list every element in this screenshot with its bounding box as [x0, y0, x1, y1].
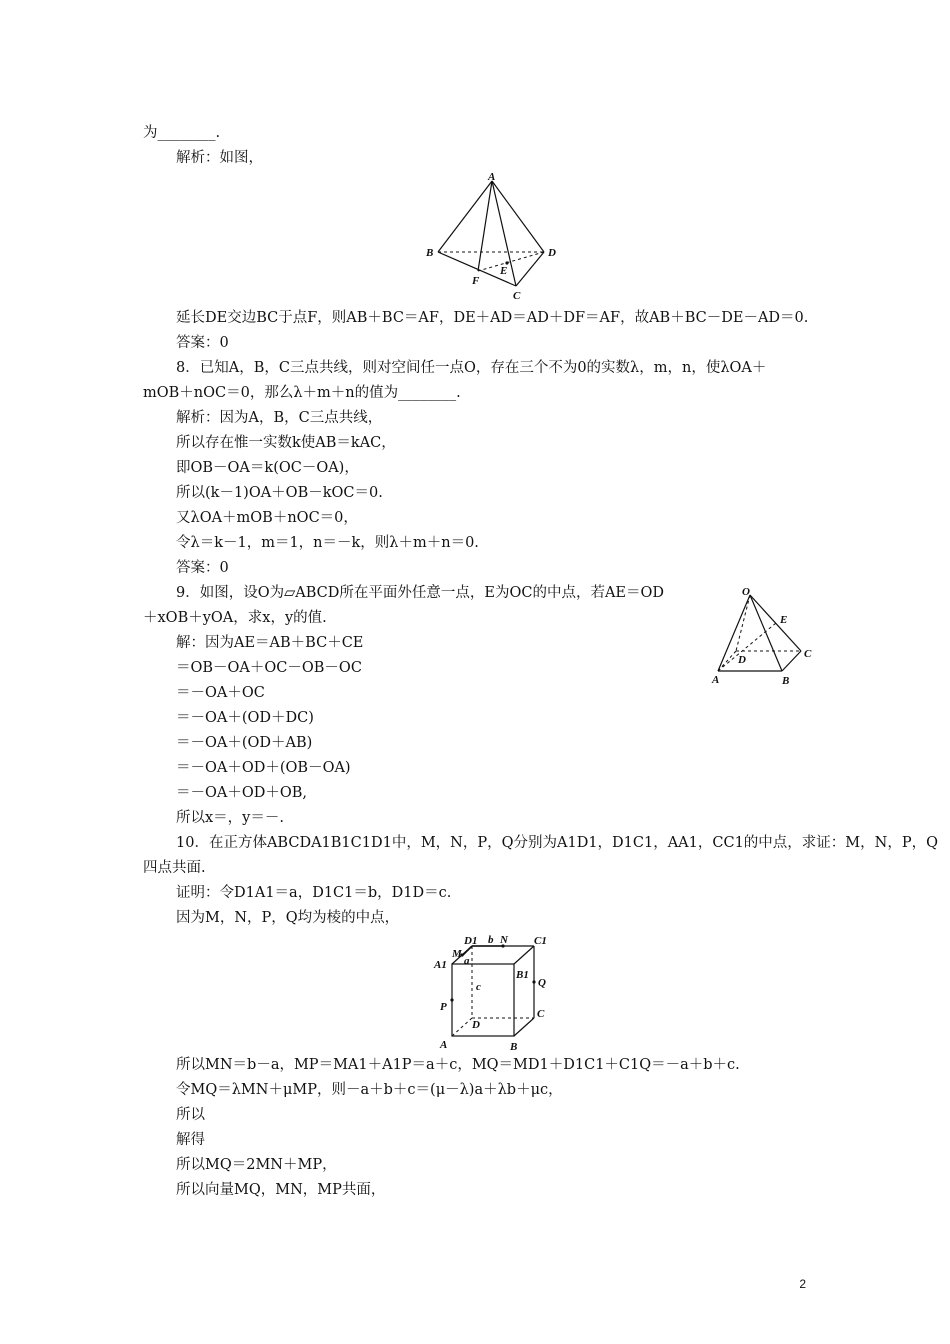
edge	[782, 651, 801, 671]
label-c: C	[804, 648, 812, 660]
text-line: 令MQ＝λMN＋μMP，则－a＋b＋c＝(μ－λ)a＋λb＋μc，	[176, 1082, 563, 1098]
text-line: 为________.	[143, 125, 221, 141]
text-line: 即OB－OA＝k(OC－OA)，	[176, 460, 359, 476]
text-line: 又λOA＋mOB＋nOC＝0，	[176, 510, 358, 526]
label-c1: C1	[534, 935, 547, 947]
point-p	[450, 998, 453, 1001]
label-n: N	[500, 934, 508, 946]
label-a: A	[488, 171, 496, 183]
text-line: mOB＋nOC＝0，那么λ＋m＋n的值为________.	[143, 385, 461, 401]
label-f: F	[472, 275, 480, 287]
text-line: 因为M，N，P，Q均为棱的中点，	[176, 910, 400, 926]
point-q	[532, 980, 535, 983]
label-b: B	[782, 675, 790, 687]
label-b-corner: B	[510, 1041, 518, 1052]
front-face	[452, 964, 514, 1036]
text-line: 所以MN＝b－a，MP＝MA1＋A1P＝a＋c，MQ＝MD1＋D1C1＋C1Q＝－a＋b＋c.	[176, 1057, 740, 1073]
label-d: D	[738, 654, 746, 666]
label-b: b	[488, 934, 494, 946]
label-d: D	[472, 1019, 480, 1031]
text-line: 解得	[176, 1132, 205, 1148]
label-d1: D1	[464, 935, 478, 947]
label-a: a	[464, 955, 470, 967]
edge	[514, 1018, 534, 1036]
text-line: 证明：令D1A1＝a，D1C1＝b，D1D＝c.	[176, 885, 452, 901]
pyramid-figure	[706, 583, 818, 689]
label-m: M	[452, 948, 462, 960]
label-b1: B1	[516, 969, 529, 981]
edge	[514, 946, 534, 964]
tetrahedron-figure	[420, 168, 565, 304]
text-line: 四点共面.	[143, 860, 206, 876]
text-line: 答案：0	[176, 335, 229, 351]
label-q: Q	[538, 977, 546, 989]
edge	[478, 181, 492, 271]
label-o: O	[742, 586, 750, 598]
page-number: 2	[799, 1277, 806, 1291]
label-d: D	[548, 247, 556, 259]
text-line: ＝－OA＋(OD＋DC)	[176, 710, 314, 726]
text-line: 所以(k－1)OA＋OB－kOC＝0.	[176, 485, 383, 501]
text-line: 8．已知A，B，C三点共线，则对空间任一点O，存在三个不为0的实数λ，m，n，使λOA＋	[176, 360, 767, 376]
label-b: B	[426, 247, 434, 259]
label-a-corner: A	[440, 1039, 448, 1051]
edge	[516, 252, 544, 286]
text-line: 令λ＝k－1，m＝1，n＝－k，则λ＋m＋n＝0.	[176, 535, 479, 551]
label-e: E	[500, 265, 508, 277]
text-line: 所以	[176, 1107, 205, 1123]
label-c-corner: C	[537, 1008, 545, 1020]
text-line: 所以向量MQ，MN，MP共面，	[176, 1182, 386, 1198]
edge-hidden	[718, 623, 776, 671]
edge-hidden	[718, 651, 736, 671]
text-line: 10．在正方体ABCDA1B1C1D1中，M，N，P，Q分别为A1D1，D1C1，AA1，CC1的中点，求证：M，N，P，Q	[176, 835, 938, 851]
text-line: 所以MQ＝2MN＋MP，	[176, 1157, 337, 1173]
text-line: 所以存在惟一实数k使AB＝kAC，	[176, 435, 396, 451]
text-line: 解析：因为A，B，C三点共线，	[176, 410, 383, 426]
cube-figure	[430, 928, 560, 1052]
text-line: 所以x＝，y＝－.	[176, 810, 284, 826]
text-line: ＝－OA＋OD＋(OB－OA)	[176, 760, 351, 776]
edge	[438, 181, 492, 252]
text-line: 答案：0	[176, 560, 229, 576]
edge-hidden	[452, 1018, 472, 1036]
text-line: ＝－OA＋OC	[176, 685, 265, 701]
text-line: ＋xOB＋yOA，求x，y的值.	[143, 610, 327, 626]
text-line: ＝－OA＋(OD＋AB)	[176, 735, 313, 751]
text-line: 解：因为AE＝AB＋BC＋CE	[176, 635, 364, 651]
label-c: c	[476, 981, 481, 993]
label-a: A	[712, 674, 720, 686]
text-line: 解析：如图，	[176, 150, 263, 166]
text-line: ＝OB－OA＋OC－OB－OC	[176, 660, 362, 676]
label-c: C	[513, 290, 521, 302]
text-line: 9．如图，设O为▱ABCD所在平面外任意一点，E为OC的中点，若AE＝OD	[176, 585, 665, 601]
label-e: E	[780, 614, 788, 626]
label-p: P	[440, 1001, 447, 1013]
text-line: ＝－OA＋OD＋OB,	[176, 785, 308, 801]
text-line: 延长DE交边BC于点F，则AB＋BC＝AF，DE＋AD＝AD＋DF＝AF，故AB＋BC－DE－AD＝0.	[176, 310, 809, 326]
edge	[750, 595, 782, 671]
label-a1: A1	[434, 959, 447, 971]
